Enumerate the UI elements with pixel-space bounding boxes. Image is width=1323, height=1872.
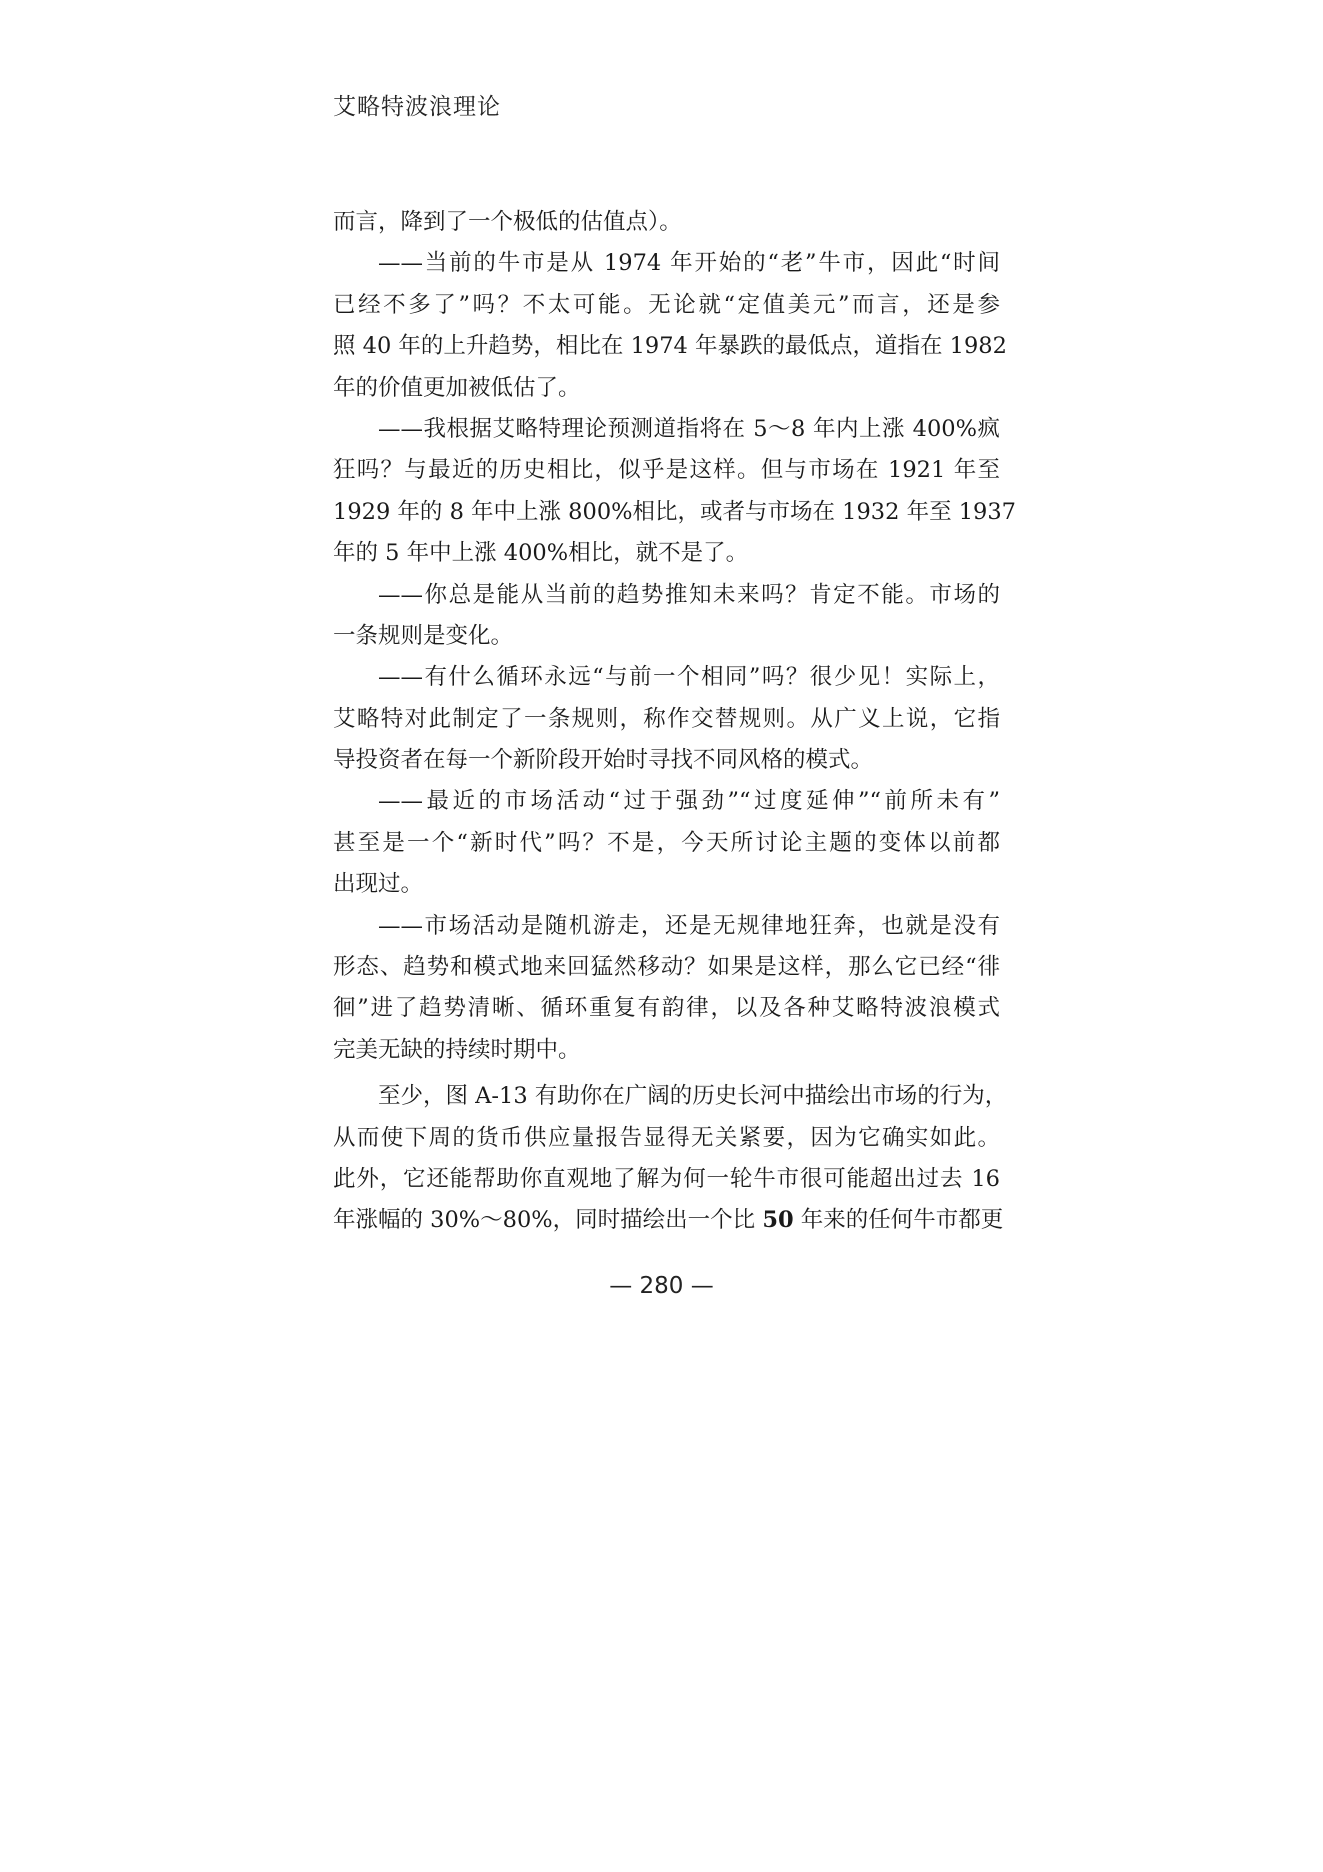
text-line: 从而使下周的货币供应量报告显得无关紧要，因为它确实如此。 xyxy=(333,1124,1000,1151)
text-line: ——市场活动是随机游走，还是无规律地狂奔，也就是没有 xyxy=(378,912,1000,939)
text-line: 年的 5 年中上涨 400%相比，就不是了。 xyxy=(333,540,749,567)
text-line: 导投资者在每一个新阶段开始时寻找不同风格的模式。 xyxy=(333,747,874,774)
text-line: ——当前的牛市是从 1974 年开始的“老”牛市，因此“时间 xyxy=(378,250,1000,277)
text-line: 狂吗？与最近的历史相比，似乎是这样。但与市场在 1921 年至 xyxy=(333,457,1000,484)
text-line: 已经不多了”吗？不太可能。无论就“定值美元”而言，还是参 xyxy=(333,291,1000,318)
text-run: 年来的任何牛市都更 xyxy=(793,1207,1004,1234)
page-number: — 280 — xyxy=(609,1273,714,1299)
text-line: ——我根据艾略特理论预测道指将在 5～8 年内上涨 400%疯 xyxy=(378,415,1000,442)
text-line: 形态、趋势和模式地来回猛然移动？如果是这样，那么它已经“徘 xyxy=(333,954,1000,981)
text-line: 1929 年的 8 年中上涨 800%相比，或者与市场在 1932 年至 1937 xyxy=(333,498,1016,525)
text-run: 年涨幅的 30%～80%，同时描绘出一个比 xyxy=(333,1207,763,1234)
text-line: 年的价值更加被低估了。 xyxy=(333,374,581,401)
bold-number: 50 xyxy=(762,1207,794,1234)
page-body xyxy=(333,202,1016,1242)
text-line: 徊”进了趋势清晰、循环重复有韵律，以及各种艾略特波浪模式 xyxy=(333,995,1000,1022)
text-line: 艾略特对此制定了一条规则，称作交替规则。从广义上说，它指 xyxy=(333,705,1000,732)
text-line: 此外，它还能帮助你直观地了解为何一轮牛市很可能超出过去 16 xyxy=(333,1165,1000,1192)
text-line: 至少，图 A-13 有助你在广阔的历史长河中描绘出市场的行为， xyxy=(378,1083,1008,1110)
text-line: 而言，降到了一个极低的估值点）。 xyxy=(333,209,682,235)
text-line: 完美无缺的持续时期中。 xyxy=(333,1036,581,1063)
text-line-mixed xyxy=(333,1200,1004,1241)
text-line: 甚至是一个“新时代”吗？不是，今天所讨论主题的变体以前都 xyxy=(333,829,1000,856)
text-line: 照 40 年的上升趋势，相比在 1974 年暴跌的最低点，道指在 1982 xyxy=(333,333,1007,360)
text-line: 出现过。 xyxy=(333,871,424,898)
running-header-title: 艾略特波浪理论 xyxy=(333,94,501,120)
text-line: ——最近的市场活动“过于强劲”“过度延伸”“前所未有” xyxy=(378,788,1000,815)
text-line: 一条规则是变化。 xyxy=(333,622,514,649)
text-line: ——你总是能从当前的趋势推知未来吗？肯定不能。市场的 xyxy=(378,581,1000,608)
text-line: ——有什么循环永远“与前一个相同”吗？很少见！实际上， xyxy=(378,664,1000,691)
